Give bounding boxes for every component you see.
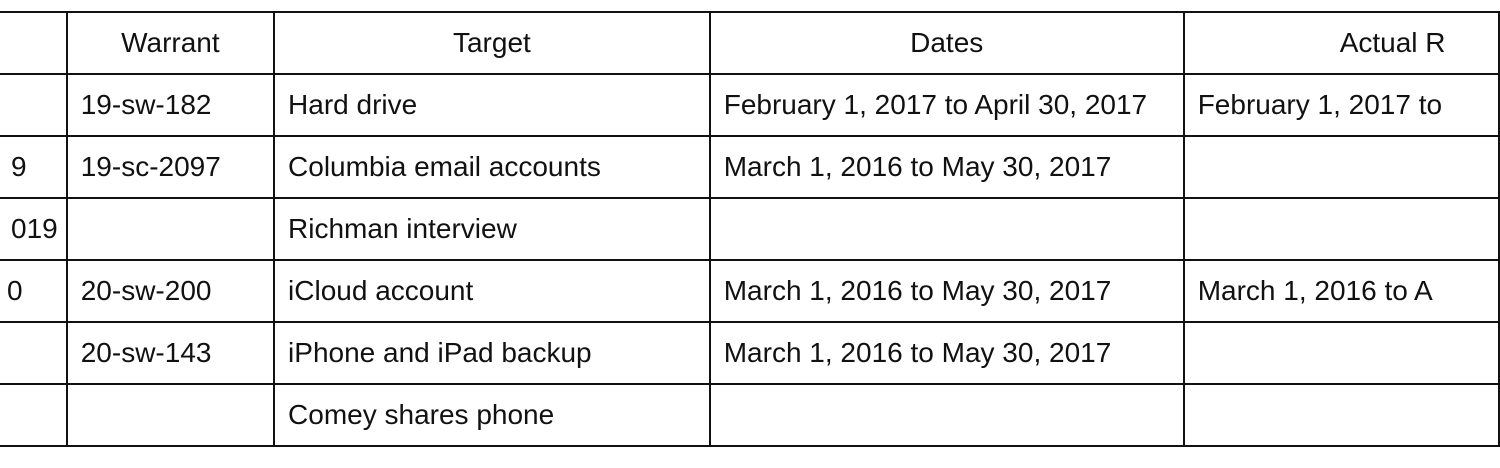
warrant-cell: 19-sw-182 (67, 74, 274, 136)
row-partial-cell (0, 384, 67, 446)
header-row (0, 12, 1499, 74)
dates-cell: March 1, 2016 to May 30, 2017 (710, 136, 1184, 198)
header-cell-target: Target (274, 12, 710, 74)
actual-cell: February 1, 2017 to (1184, 74, 1499, 136)
target-cell: Richman interview (274, 198, 710, 260)
table-row (0, 198, 1499, 260)
actual-cell (1184, 384, 1499, 446)
actual-cell (1184, 322, 1499, 384)
dates-cell (710, 198, 1184, 260)
header-cell-actual: Actual R (1184, 12, 1499, 74)
target-cell: iPhone and iPad backup (274, 322, 710, 384)
header-cell-partial (0, 12, 67, 74)
row-partial-cell: 019 (0, 198, 67, 260)
warrant-cell: 20-sw-143 (67, 322, 274, 384)
header-cell-warrant: Warrant (67, 12, 274, 74)
warrant-cell: 19-sc-2097 (67, 136, 274, 198)
row-partial-cell: 9 (0, 136, 67, 198)
row-partial-cell (0, 74, 67, 136)
dates-cell: March 1, 2016 to May 30, 2017 (710, 322, 1184, 384)
target-cell: Columbia email accounts (274, 136, 710, 198)
warrant-cell: 20-sw-200 (67, 260, 274, 322)
dates-cell (710, 384, 1184, 446)
table-row (0, 74, 1499, 136)
target-cell: Hard drive (274, 74, 710, 136)
table-row (0, 384, 1499, 446)
header-cell-dates: Dates (710, 12, 1184, 74)
actual-cell: March 1, 2016 to A (1184, 260, 1499, 322)
target-cell: Comey shares phone (274, 384, 710, 446)
table-row (0, 322, 1499, 384)
target-cell: iCloud account (274, 260, 710, 322)
warrant-cell (67, 384, 274, 446)
table-row (0, 136, 1499, 198)
table-row (0, 260, 1499, 322)
warrant-cell (67, 198, 274, 260)
row-partial-cell (0, 322, 67, 384)
actual-cell (1184, 198, 1499, 260)
actual-cell (1184, 136, 1499, 198)
warrant-table-container (0, 11, 1500, 447)
dates-cell: February 1, 2017 to April 30, 2017 (710, 74, 1184, 136)
row-partial-cell: 0 (0, 260, 67, 322)
dates-cell: March 1, 2016 to May 30, 2017 (710, 260, 1184, 322)
warrant-table (0, 11, 1500, 447)
